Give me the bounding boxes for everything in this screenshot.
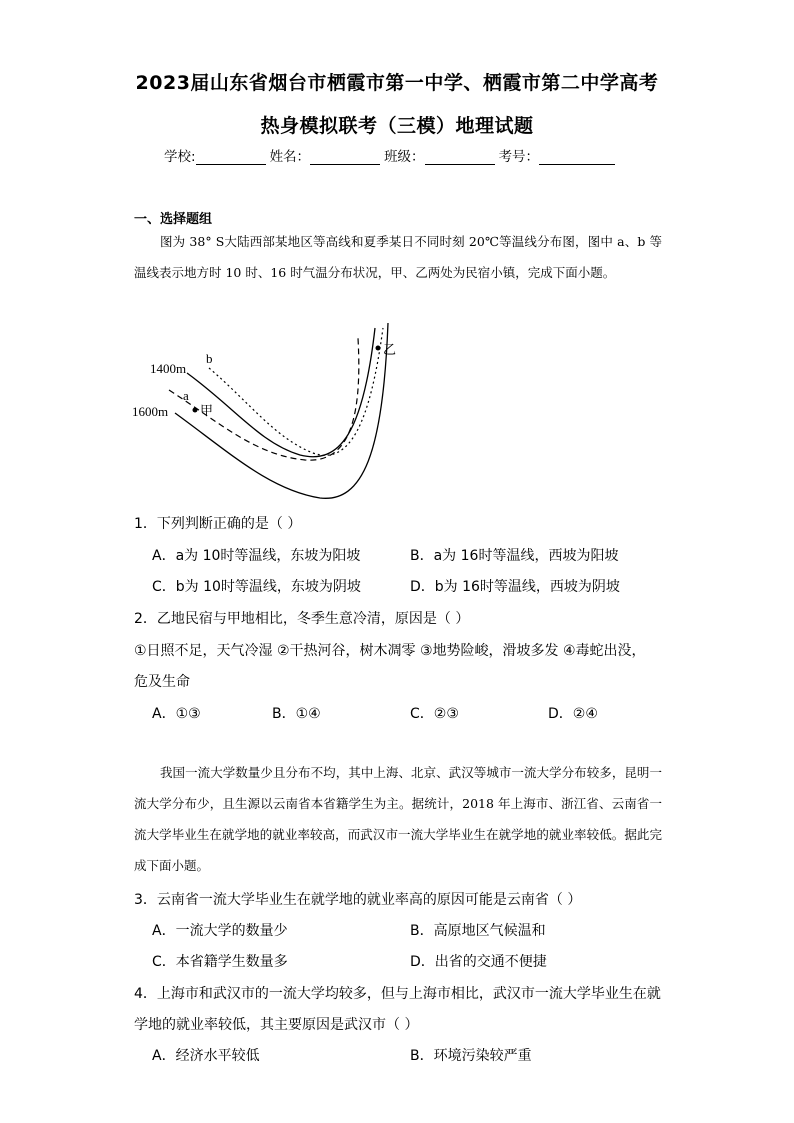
page-title-line-1: 2023届山东省烟台市栖霞市第一中学、栖霞市第二中学高考 [135,72,659,94]
exam-no-label: 考号： [498,149,540,165]
isotherm-b-line [209,328,383,455]
student-info-line [164,145,619,165]
contour-isotherm-figure [125,318,415,503]
q3-option-d[interactable]: D．出省的交通不便捷 [410,954,547,970]
q4-option-a[interactable]: A．经济水平较低 [152,1048,260,1064]
question-1-stem: 1．下列判断正确的是（ ） [134,516,302,532]
label-b: b [206,351,213,366]
passage-2: 我国一流大学数量少且分布不均，其中上海、北京、武汉等城市一流大学分布较多，昆明一流大学分布少，且生源以云南省本省籍学生为主。据统计，2018 年上海市、浙江省、云南省一流大学毕业生在就学地的就业率较高，而武汉市一流大学毕业生在就学地的就业率较低。据此完成下面小题。 [134,765,662,873]
q1-option-a[interactable]: A．a为 10时等温线，东坡为阳坡 [152,548,361,564]
school-label: 学校: [164,149,196,165]
q2-option-c[interactable]: C．②③ [410,706,459,722]
label-1600m: 1600m [132,404,169,419]
class-field[interactable] [425,150,495,165]
label-1400m: 1400m [150,361,187,376]
school-field[interactable] [196,150,266,165]
name-field[interactable] [310,150,380,165]
q2-option-a[interactable]: A．①③ [152,706,201,722]
class-label: 班级： [384,149,425,165]
section-heading: 一、选择题组 [134,212,213,227]
page-title-line-2: 热身模拟联考（三模）地理试题 [260,115,534,137]
q2-option-d[interactable]: D．②④ [548,706,598,722]
question-2-stem: 2．乙地民宿与甲地相比，冬季生意冷清，原因是（ ） [134,611,470,627]
exam-no-field[interactable] [539,150,615,165]
jia-point-marker [193,408,198,413]
q1-option-c[interactable]: C．b为 10时等温线，东坡为阴坡 [152,579,361,595]
q4-option-b[interactable]: B．环境污染较严重 [410,1048,532,1064]
q3-option-b[interactable]: B．高原地区气候温和 [410,923,546,939]
label-a: a [183,388,189,403]
question-4-stem-line-1: 4．上海市和武汉市的一流大学均较多，但与上海市相比，武汉市一流大学毕业生在就 [134,986,661,1002]
question-2-statements-line-1: ①日照不足，天气冷湿 ②干热河谷，树木凋零 ③地势险峻，滑坡多发 ④毒蛇出没， [134,643,646,659]
isotherm-a-line [169,338,359,460]
question-3-stem: 3．云南省一流大学毕业生在就学地的就业率高的原因可能是云南省（ ） [134,892,582,908]
passage-1: 图为 38° S大陆西部某地区等高线和夏季某日不同时刻 20℃等温线分布图，图中 a、b 等温线表示地方时 10 时、16 时气温分布状况，甲、乙两处为民宿小镇，完成下面小题。 [134,234,662,280]
question-4-stem-line-2: 学地的就业率较低，其主要原因是武汉市（ ） [134,1017,419,1033]
label-jia: 甲 [200,403,214,418]
q2-option-b[interactable]: B．①④ [272,706,321,722]
q1-option-d[interactable]: D．b为 16时等温线，西坡为阴坡 [410,579,620,595]
q3-option-a[interactable]: A．一流大学的数量少 [152,923,288,939]
label-yi: 乙 [383,342,397,357]
yi-point-marker [376,346,381,351]
q3-option-c[interactable]: C．本省籍学生数量多 [152,954,288,970]
question-2-statements-line-2: 危及生命 [134,674,190,690]
q1-option-b[interactable]: B．a为 16时等温线，西坡为阳坡 [410,548,619,564]
name-label: 姓名： [269,149,311,165]
